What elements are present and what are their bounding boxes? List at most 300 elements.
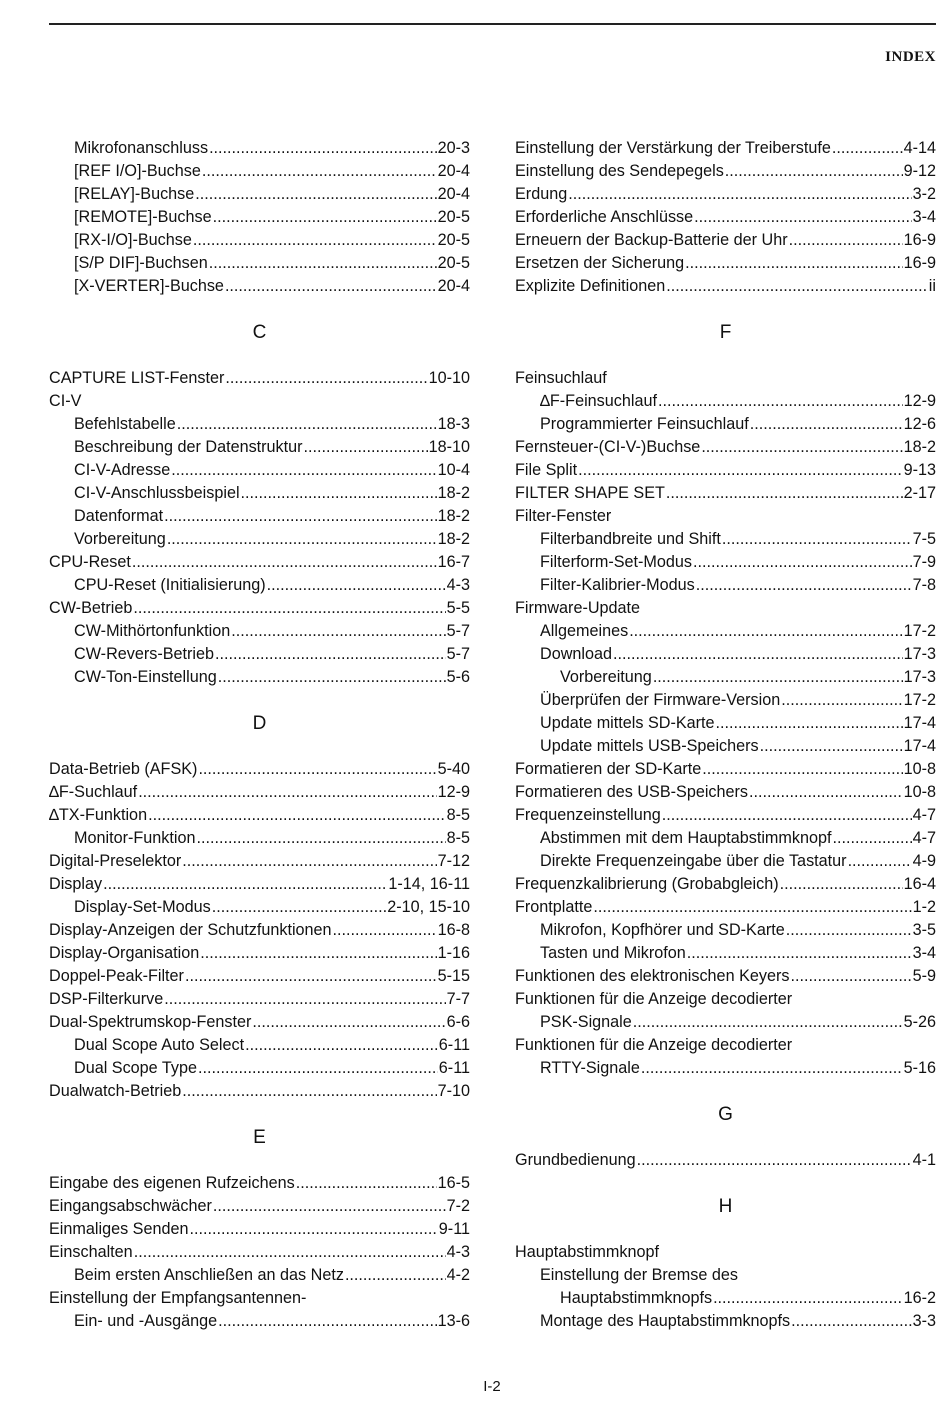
index-entry: [49, 1310, 470, 1333]
dot-leader: [578, 459, 903, 482]
dot-leader: [182, 850, 436, 873]
dot-leader: [213, 1195, 446, 1218]
index-entry-page: 4-7: [912, 829, 936, 847]
index-entry-page: 6-6: [446, 1013, 470, 1031]
index-entry: [515, 252, 936, 275]
index-entry-term: Update mittels SD-Karte: [540, 714, 715, 732]
index-entry: [515, 781, 936, 804]
index-entry: [49, 1264, 470, 1287]
index-entry-term: Display: [49, 875, 103, 893]
index-entry-page: 7-5: [912, 530, 936, 548]
dot-leader: [252, 1011, 445, 1034]
index-entry-term: Digital-Preselektor: [49, 852, 182, 870]
index-entry-term: Ersetzen der Sicherung: [515, 254, 685, 272]
dot-leader: [750, 413, 903, 436]
index-entry: [49, 229, 470, 252]
index-entry: [49, 252, 470, 275]
index-entry-page: 10-4: [437, 461, 470, 479]
index-entry-page: 12-6: [903, 415, 936, 433]
dot-leader: [267, 574, 446, 597]
index-entry-page: 20-4: [437, 162, 470, 180]
dot-leader: [218, 1310, 437, 1333]
index-entry-page: 20-5: [437, 208, 470, 226]
index-entry-page: 5-26: [903, 1013, 936, 1031]
dot-leader: [832, 827, 911, 850]
index-entry-page: 10-10: [428, 369, 470, 387]
dot-leader: [304, 436, 428, 459]
dot-leader: [713, 1287, 903, 1310]
dot-leader: [790, 965, 911, 988]
dot-leader: [225, 367, 427, 390]
index-entry: [49, 1011, 470, 1034]
index-entry-term: Funktionen für die Anzeige decodierter: [515, 990, 793, 1008]
index-entry-page: 2-17: [903, 484, 936, 502]
index-entry-term: Einstellung der Verstärkung der Treiberstufe: [515, 139, 831, 157]
section-letter: D: [252, 713, 267, 734]
index-entry-page: 17-2: [903, 691, 936, 709]
section-letter: F: [719, 322, 732, 343]
dot-leader: [296, 1172, 437, 1195]
index-entry-term: Einstellung der Empfangsantennen-: [49, 1289, 307, 1307]
index-entry-page: 4-3: [446, 576, 470, 594]
index-entry-term: Dual Scope Auto Select: [74, 1036, 245, 1054]
index-entry-term: Vorbereitung: [74, 530, 166, 548]
index-entry-page: 20-4: [437, 277, 470, 295]
index-entry-term: Monitor-Funktion: [74, 829, 196, 847]
index-entry-term: Data-Betrieb (AFSK): [49, 760, 198, 778]
index-entry-page: 5-15: [437, 967, 470, 985]
dot-leader: [164, 505, 437, 528]
index-entry-term: CI-V-Adresse: [74, 461, 171, 479]
index-entry: [49, 183, 470, 206]
index-entry: [515, 1287, 936, 1310]
dot-leader: [213, 206, 437, 229]
page-number: I-2: [483, 1378, 501, 1395]
index-entry: [49, 275, 470, 298]
index-entry-page: 20-4: [437, 185, 470, 203]
index-entry-term: Eingabe des eigenen Rufzeichens: [49, 1174, 295, 1192]
index-entry-page: 5-7: [446, 645, 470, 663]
index-entry: [515, 1057, 936, 1080]
spacer: [49, 298, 470, 321]
section-letter: C: [252, 322, 267, 343]
index-entry: [49, 505, 470, 528]
dot-leader: [693, 551, 912, 574]
index-entry: [49, 1080, 470, 1103]
index-entry-page: 3-2: [912, 185, 936, 203]
dot-leader: [687, 942, 912, 965]
index-entry-term: Hauptabstimmknopfs: [560, 1289, 713, 1307]
index-entry-term: Doppel-Peak-Filter: [49, 967, 184, 985]
index-entry: [515, 1264, 936, 1287]
index-entry-page: 8-5: [446, 829, 470, 847]
index-entry-page: 9-12: [903, 162, 936, 180]
index-entry-term: Befehlstabelle: [74, 415, 176, 433]
dot-leader: [225, 275, 437, 298]
dot-leader: [212, 896, 386, 919]
index-entry: [49, 896, 470, 919]
dot-leader: [209, 252, 437, 275]
index-entry-page: 12-9: [437, 783, 470, 801]
dot-leader: [245, 1034, 438, 1057]
dot-leader: [848, 850, 912, 873]
index-entry-page: ii: [928, 277, 936, 295]
index-entry: [49, 758, 470, 781]
index-entry-term: CPU-Reset: [49, 553, 131, 571]
dot-leader: [138, 781, 436, 804]
index-entry: [515, 643, 936, 666]
section-letter: G: [718, 1104, 733, 1125]
index-entry-term: File Split: [515, 461, 578, 479]
index-entry-term: Display-Set-Modus: [74, 898, 211, 916]
index-entry-page: 8-5: [446, 806, 470, 824]
spacer: [515, 1126, 936, 1149]
index-entry: [49, 965, 470, 988]
index-entry: [515, 137, 936, 160]
dot-leader: [789, 229, 903, 252]
dot-leader: [202, 160, 437, 183]
dot-leader: [218, 666, 446, 689]
index-entry-page: 16-2: [903, 1289, 936, 1307]
index-entry-term: DSP-Filterkurve: [49, 990, 164, 1008]
spacer: [515, 298, 936, 321]
dot-leader: [164, 988, 445, 1011]
index-entry-page: 5-40: [437, 760, 470, 778]
index-entry-page: 2-10, 15-10: [387, 898, 470, 916]
index-entry: [49, 873, 470, 896]
index-entry-term: ∆F-Feinsuchlauf: [540, 392, 657, 410]
dot-leader: [716, 712, 903, 735]
index-entry-term: Dual Scope Type: [74, 1059, 197, 1077]
dot-leader: [641, 1057, 903, 1080]
index-entry: [515, 160, 936, 183]
index-entry-page: 7-9: [912, 553, 936, 571]
dot-leader: [791, 1310, 911, 1333]
index-entry-term: [REMOTE]-Buchse: [74, 208, 212, 226]
index-entry: [49, 827, 470, 850]
index-entry-term: Einstellung der Bremse des: [540, 1266, 738, 1284]
index-entry-page: 4-2: [446, 1266, 470, 1284]
index-entry-term: Dualwatch-Betrieb: [49, 1082, 182, 1100]
index-entry-page: 17-3: [903, 645, 936, 663]
index-entry-term: CPU-Reset (Initialisierung): [74, 576, 266, 594]
dot-leader: [241, 482, 437, 505]
index-entry: [49, 482, 470, 505]
index-entry: [515, 459, 936, 482]
index-entry-page: 3-4: [912, 208, 936, 226]
index-entry-page: 10-8: [903, 783, 936, 801]
index-entry-page: 5-6: [446, 668, 470, 686]
index-entry-term: CI-V: [49, 392, 82, 410]
index-entry-term: CW-Revers-Betrieb: [74, 645, 215, 663]
index-entry-term: Filter-Kalibrier-Modus: [540, 576, 695, 594]
index-entry-page: 18-2: [437, 507, 470, 525]
index-entry-term: [RELAY]-Buchse: [74, 185, 195, 203]
index-entry-page: 1-14, 16-11: [388, 875, 470, 893]
index-entry-page: 7-10: [437, 1082, 470, 1100]
index-entry-term: Explizite Definitionen: [515, 277, 666, 295]
dot-leader: [749, 781, 903, 804]
index-entry: [49, 620, 470, 643]
index-entry-term: Frontplatte: [515, 898, 593, 916]
dot-leader: [666, 275, 928, 298]
index-entry: [515, 1034, 936, 1057]
index-entry-term: Filterbandbreite und Shift: [540, 530, 721, 548]
index-entry-page: 18-3: [437, 415, 470, 433]
dot-leader: [593, 896, 911, 919]
index-entry: [515, 229, 936, 252]
index-entry-page: 18-2: [437, 484, 470, 502]
index-entry: [49, 1034, 470, 1057]
index-entry-page: 5-5: [446, 599, 470, 617]
index-entry-term: RTTY-Signale: [540, 1059, 640, 1077]
index-entry: [515, 873, 936, 896]
index-entry-page: 4-9: [912, 852, 936, 870]
index-entry-term: Einschalten: [49, 1243, 133, 1261]
index-entry-page: 17-2: [903, 622, 936, 640]
dot-leader: [786, 919, 912, 942]
index-entry: [49, 919, 470, 942]
index-entry-term: Vorbereitung: [560, 668, 652, 686]
index-entry: [515, 689, 936, 712]
index-entry-page: 1-2: [912, 898, 936, 916]
index-entry-term: Programmierter Feinsuchlauf: [540, 415, 749, 433]
index-entry-term: Grundbedienung: [515, 1151, 636, 1169]
spacer: [49, 735, 470, 758]
index-entry-term: [X-VERTER]-Buchse: [74, 277, 224, 295]
index-entry-page: 18-10: [428, 438, 470, 456]
index-entry: [49, 850, 470, 873]
dot-leader: [725, 160, 903, 183]
index-entry-term: Beim ersten Anschließen an das Netz: [74, 1266, 344, 1284]
dot-leader: [345, 1264, 446, 1287]
index-entry-term: CW-Betrieb: [49, 599, 133, 617]
dot-leader: [633, 1011, 903, 1034]
dot-leader: [701, 436, 902, 459]
index-entry-page: 7-2: [446, 1197, 470, 1215]
dot-leader: [760, 735, 903, 758]
index-entry-page: 7-12: [437, 852, 470, 870]
index-entry-page: 16-9: [903, 254, 936, 272]
index-entry-term: Tasten und Mikrofon: [540, 944, 686, 962]
index-entry: [515, 942, 936, 965]
dot-leader: [613, 643, 903, 666]
index-entry-page: 20-5: [437, 254, 470, 272]
index-entry: [49, 1195, 470, 1218]
page-footer: [0, 1378, 950, 1395]
index-entry-term: CI-V-Anschlussbeispiel: [74, 484, 240, 502]
dot-leader: [103, 873, 387, 896]
dot-leader: [568, 183, 911, 206]
index-entry-page: 5-16: [903, 1059, 936, 1077]
index-entry: [515, 528, 936, 551]
index-entry-page: 10-8: [903, 760, 936, 778]
index-entry-term: Direkte Frequenzeingabe über die Tastatur: [540, 852, 847, 870]
spacer: [515, 1218, 936, 1241]
dot-leader: [702, 758, 902, 781]
index-entry: [515, 436, 936, 459]
index-entry-page: 17-3: [903, 668, 936, 686]
dot-leader: [196, 827, 445, 850]
index-column-right: [515, 137, 936, 1333]
index-entry-term: Firmware-Update: [515, 599, 641, 617]
index-entry-page: 16-4: [903, 875, 936, 893]
index-entry-term: Erneuern der Backup-Batterie der Uhr: [515, 231, 788, 249]
spacer: [49, 689, 470, 712]
dot-leader: [148, 804, 446, 827]
index-entry-page: 18-2: [903, 438, 936, 456]
index-entry-page: 4-1: [912, 1151, 936, 1169]
index-entry: [515, 574, 936, 597]
index-entry: [515, 206, 936, 229]
index-entry-term: [S/P DIF]-Buchsen: [74, 254, 208, 272]
index-entry-page: 20-3: [437, 139, 470, 157]
index-entry-term: Überprüfen der Firmware-Version: [540, 691, 781, 709]
index-entry: [49, 1218, 470, 1241]
index-entry: [515, 1149, 936, 1172]
index-entry-term: Datenformat: [74, 507, 164, 525]
index-entry: [515, 735, 936, 758]
index-entry-term: Formatieren des USB-Speichers: [515, 783, 749, 801]
index-entry: [49, 597, 470, 620]
index-entry-term: [RX-I/O]-Buchse: [74, 231, 192, 249]
index-entry-term: Beschreibung der Datenstruktur: [74, 438, 303, 456]
index-entry-term: Hauptabstimmknopf: [515, 1243, 659, 1261]
dot-leader: [132, 551, 437, 574]
index-entry: [49, 459, 470, 482]
dot-leader: [193, 229, 437, 252]
index-entry: [515, 1310, 936, 1333]
index-entry-term: Display-Organisation: [49, 944, 200, 962]
index-entry-page: 6-11: [438, 1036, 470, 1054]
index-entry-term: Montage des Hauptabstimmknopfs: [540, 1312, 791, 1330]
index-entry-term: Funktionen des elektronischen Keyers: [515, 967, 790, 985]
index-entry-term: Dual-Spektrumskop-Fenster: [49, 1013, 252, 1031]
index-entry: [49, 528, 470, 551]
index-entry: [515, 666, 936, 689]
index-entry-page: 5-7: [446, 622, 470, 640]
index-entry-term: Mikrofon, Kopfhörer und SD-Karte: [540, 921, 785, 939]
index-entry: [515, 712, 936, 735]
dot-leader: [189, 1218, 437, 1241]
index-entry: [515, 482, 936, 505]
index-entry-term: Filterform-Set-Modus: [540, 553, 693, 571]
index-entry: [49, 137, 470, 160]
dot-leader: [198, 1057, 438, 1080]
index-entry: [515, 620, 936, 643]
index-entry: [515, 758, 936, 781]
index-entry: [515, 275, 936, 298]
index-entry-term: Frequenzeinstellung: [515, 806, 661, 824]
index-entry-term: ∆TX-Funktion: [49, 806, 148, 824]
index-entry-term: Formatieren der SD-Karte: [515, 760, 702, 778]
dot-leader: [177, 413, 437, 436]
index-entry: [515, 988, 936, 1011]
dot-leader: [658, 390, 903, 413]
index-entry-page: 20-5: [437, 231, 470, 249]
index-entry-term: FILTER SHAPE SET: [515, 484, 665, 502]
dot-leader: [133, 597, 445, 620]
index-entry-term: Download: [540, 645, 612, 663]
dot-leader: [167, 528, 437, 551]
dot-leader: [182, 1080, 436, 1103]
index-entry-page: 7-8: [912, 576, 936, 594]
index-entry-page: 3-3: [912, 1312, 936, 1330]
dot-leader: [832, 137, 903, 160]
index-entry-page: 17-4: [903, 737, 936, 755]
index-entry-term: CW-Ton-Einstellung: [74, 668, 217, 686]
index-entry: [515, 804, 936, 827]
section-letter: E: [253, 1127, 266, 1148]
index-entry: [49, 1287, 470, 1310]
dot-leader: [666, 482, 903, 505]
index-entry: [515, 367, 936, 390]
dot-leader: [653, 666, 903, 689]
index-entry: [515, 896, 936, 919]
spacer: [515, 1080, 936, 1103]
index-entry-page: 16-8: [437, 921, 470, 939]
index-entry-term: [REF I/O]-Buchse: [74, 162, 201, 180]
index-entry-page: 13-6: [437, 1312, 470, 1330]
dot-leader: [694, 206, 911, 229]
dot-leader: [200, 942, 436, 965]
index-entry-term: CW-Mithörtonfunktion: [74, 622, 231, 640]
index-entry-page: 9-11: [438, 1220, 470, 1238]
index-entry-term: Display-Anzeigen der Schutzfunktionen: [49, 921, 332, 939]
dot-leader: [722, 528, 912, 551]
dot-leader: [637, 1149, 912, 1172]
index-entry-page: 16-9: [903, 231, 936, 249]
index-entry: [49, 551, 470, 574]
dot-leader: [662, 804, 912, 827]
index-column-left: [49, 137, 470, 1333]
index-entry: [49, 1241, 470, 1264]
dot-leader: [696, 574, 912, 597]
index-entry: [515, 827, 936, 850]
index-entry: [515, 850, 936, 873]
dot-leader: [231, 620, 445, 643]
index-entry: [49, 574, 470, 597]
index-entry: [49, 206, 470, 229]
index-entry-term: Ein- und -Ausgänge: [74, 1312, 218, 1330]
index-entry: [49, 942, 470, 965]
index-entry: [515, 551, 936, 574]
index-entry-term: Funktionen für die Anzeige decodierter: [515, 1036, 793, 1054]
index-entry: [515, 183, 936, 206]
spacer: [49, 344, 470, 367]
dot-leader: [780, 873, 903, 896]
index-entry: [515, 597, 936, 620]
index-entry-page: 16-5: [437, 1174, 470, 1192]
index-entry: [515, 413, 936, 436]
index-entry-page: 3-4: [912, 944, 936, 962]
dot-leader: [195, 183, 436, 206]
index-entry-term: Eingangsabschwächer: [49, 1197, 212, 1215]
spacer: [49, 1103, 470, 1126]
index-entry-term: PSK-Signale: [540, 1013, 632, 1031]
index-entry: [49, 367, 470, 390]
index-entry: [515, 390, 936, 413]
index-entry-page: 7-7: [446, 990, 470, 1008]
index-entry: [49, 1057, 470, 1080]
index-entry: [49, 643, 470, 666]
index-entry: [515, 965, 936, 988]
index-entry-term: Frequenzkalibrierung (Grobabgleich): [515, 875, 779, 893]
spacer: [49, 1149, 470, 1172]
index-entry-term: ∆F-Suchlauf: [49, 783, 138, 801]
index-entry: [515, 505, 936, 528]
index-entry-term: Filter-Fenster: [515, 507, 612, 525]
